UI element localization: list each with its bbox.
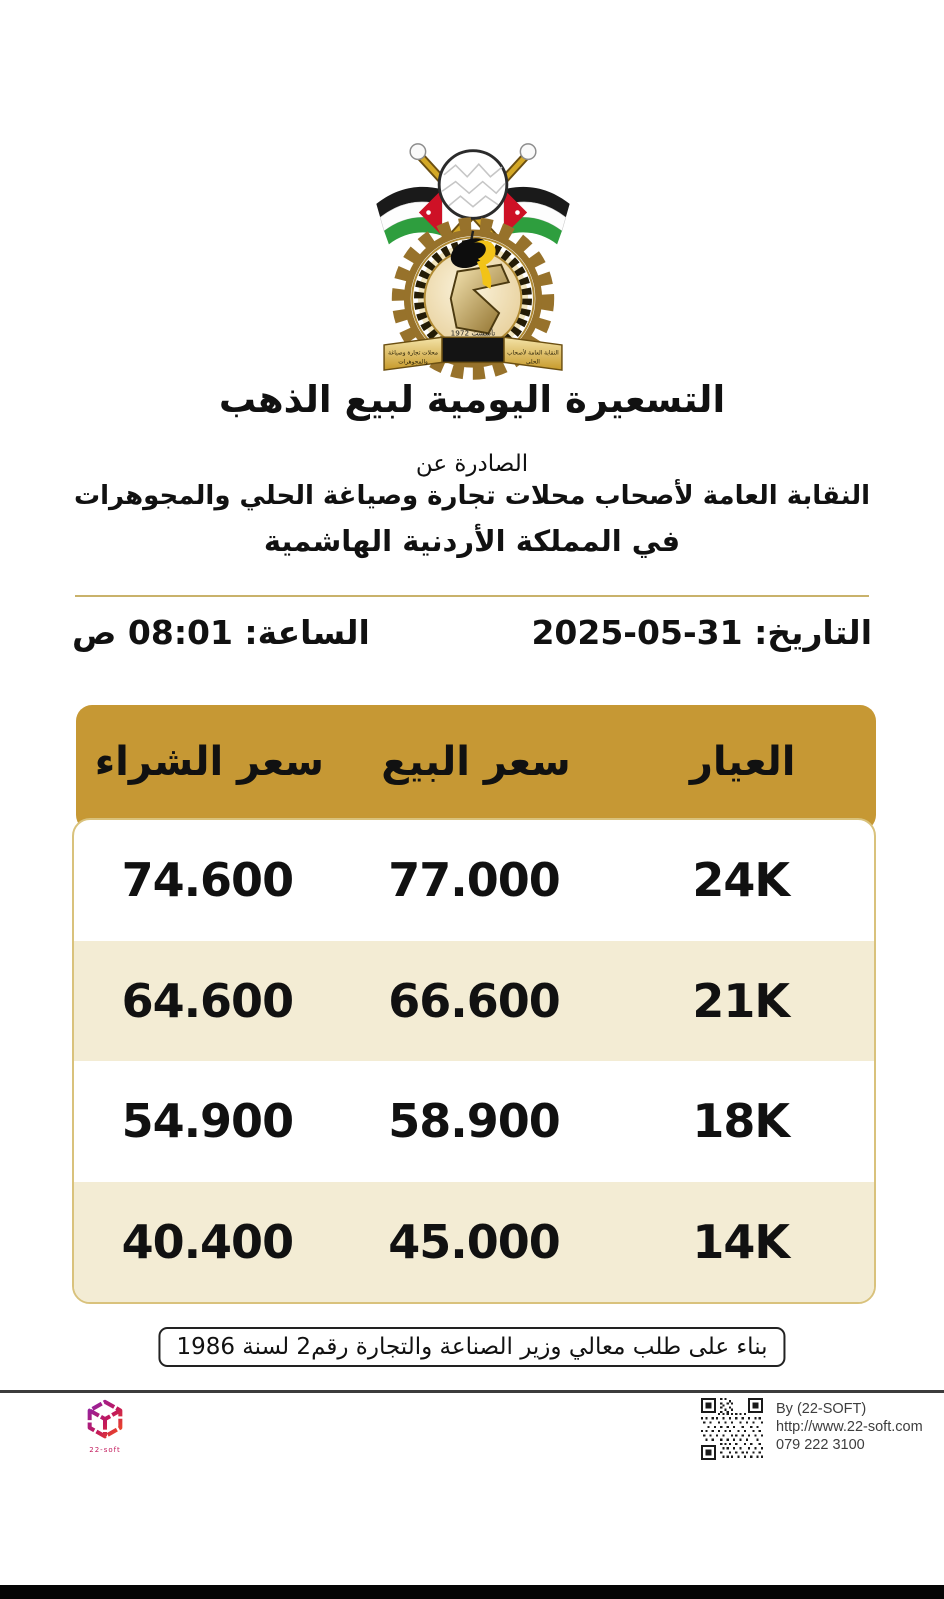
ribbon-right-text-2: الحلي (525, 359, 540, 366)
table-row (74, 1061, 874, 1182)
sell-price-value: 66.600 (388, 973, 560, 1028)
buy-price-value: 54.900 (121, 1094, 294, 1149)
software-phone: 079 222 3100 (776, 1437, 865, 1454)
syndicate-name: النقابة العامة لأصحاب محلات تجارة وصياغة الحلي والمجوهرات (73, 481, 871, 511)
table-row (74, 820, 874, 941)
ribbon-right-text-1: النقابة العامة لأصحاب (507, 350, 559, 357)
page-title: التسعيرة اليومية لبيع الذهب (218, 378, 726, 421)
table-row (74, 1182, 874, 1303)
sell-price-value: 45.000 (388, 1214, 560, 1269)
qr-code-graphic (701, 1398, 763, 1460)
karat-value: 14K (692, 1214, 789, 1269)
software-credit (776, 1400, 923, 1454)
jordan-flag-right (504, 187, 570, 245)
table-row (74, 941, 874, 1062)
cube-logo-icon (83, 1398, 127, 1444)
buy-price-value: 64.600 (121, 973, 294, 1028)
sell-price-value: 58.900 (388, 1094, 560, 1149)
time-text: الساعة: 08:01 ص (72, 613, 370, 652)
jordan-flag-left (376, 187, 442, 245)
column-header-karat: العيار (689, 739, 796, 785)
price-table-header (76, 705, 876, 831)
karat-value: 18K (692, 1094, 789, 1149)
karat-value: 21K (692, 973, 789, 1028)
sell-price-value: 77.000 (388, 853, 560, 908)
ribbon-left-text-1: محلات تجارة وصياغة (388, 350, 438, 357)
established-text: تأسست 1972 (450, 328, 496, 338)
qr-code (701, 1398, 763, 1460)
date-text: التاريخ: 31-05-2025 (531, 613, 872, 652)
ministry-note: بناء على طلب معالي وزير الصناعة والتجارة رقم2 لسنة 1986 (158, 1327, 785, 1367)
bottom-black-bar (0, 1585, 944, 1599)
column-header-sell: سعر البيع (381, 739, 571, 785)
issued-by-label: الصادرة عن (415, 451, 529, 477)
software-website: http://www.22-soft.com (776, 1419, 923, 1436)
date-time-row (72, 613, 872, 652)
footer-divider (0, 1390, 944, 1393)
ribbon-left-text-2: والمجوهرات (398, 359, 428, 366)
pearl-globe (439, 151, 507, 219)
buy-price-value: 40.400 (121, 1214, 294, 1269)
software-logo-caption: 22-soft (89, 1446, 121, 1454)
buy-price-value: 74.600 (121, 853, 294, 908)
price-table-body (72, 818, 876, 1304)
software-logo (82, 1398, 128, 1454)
column-header-buy: سعر الشراء (94, 739, 324, 785)
software-byline: By (22-SOFT) (776, 1401, 867, 1417)
karat-value: 24K (692, 853, 789, 908)
syndicate-emblem (357, 133, 589, 381)
syndicate-emblem-graphic (357, 133, 589, 381)
country-name: في المملكة الأردنية الهاشمية (263, 524, 681, 558)
gold-separator (75, 595, 869, 597)
